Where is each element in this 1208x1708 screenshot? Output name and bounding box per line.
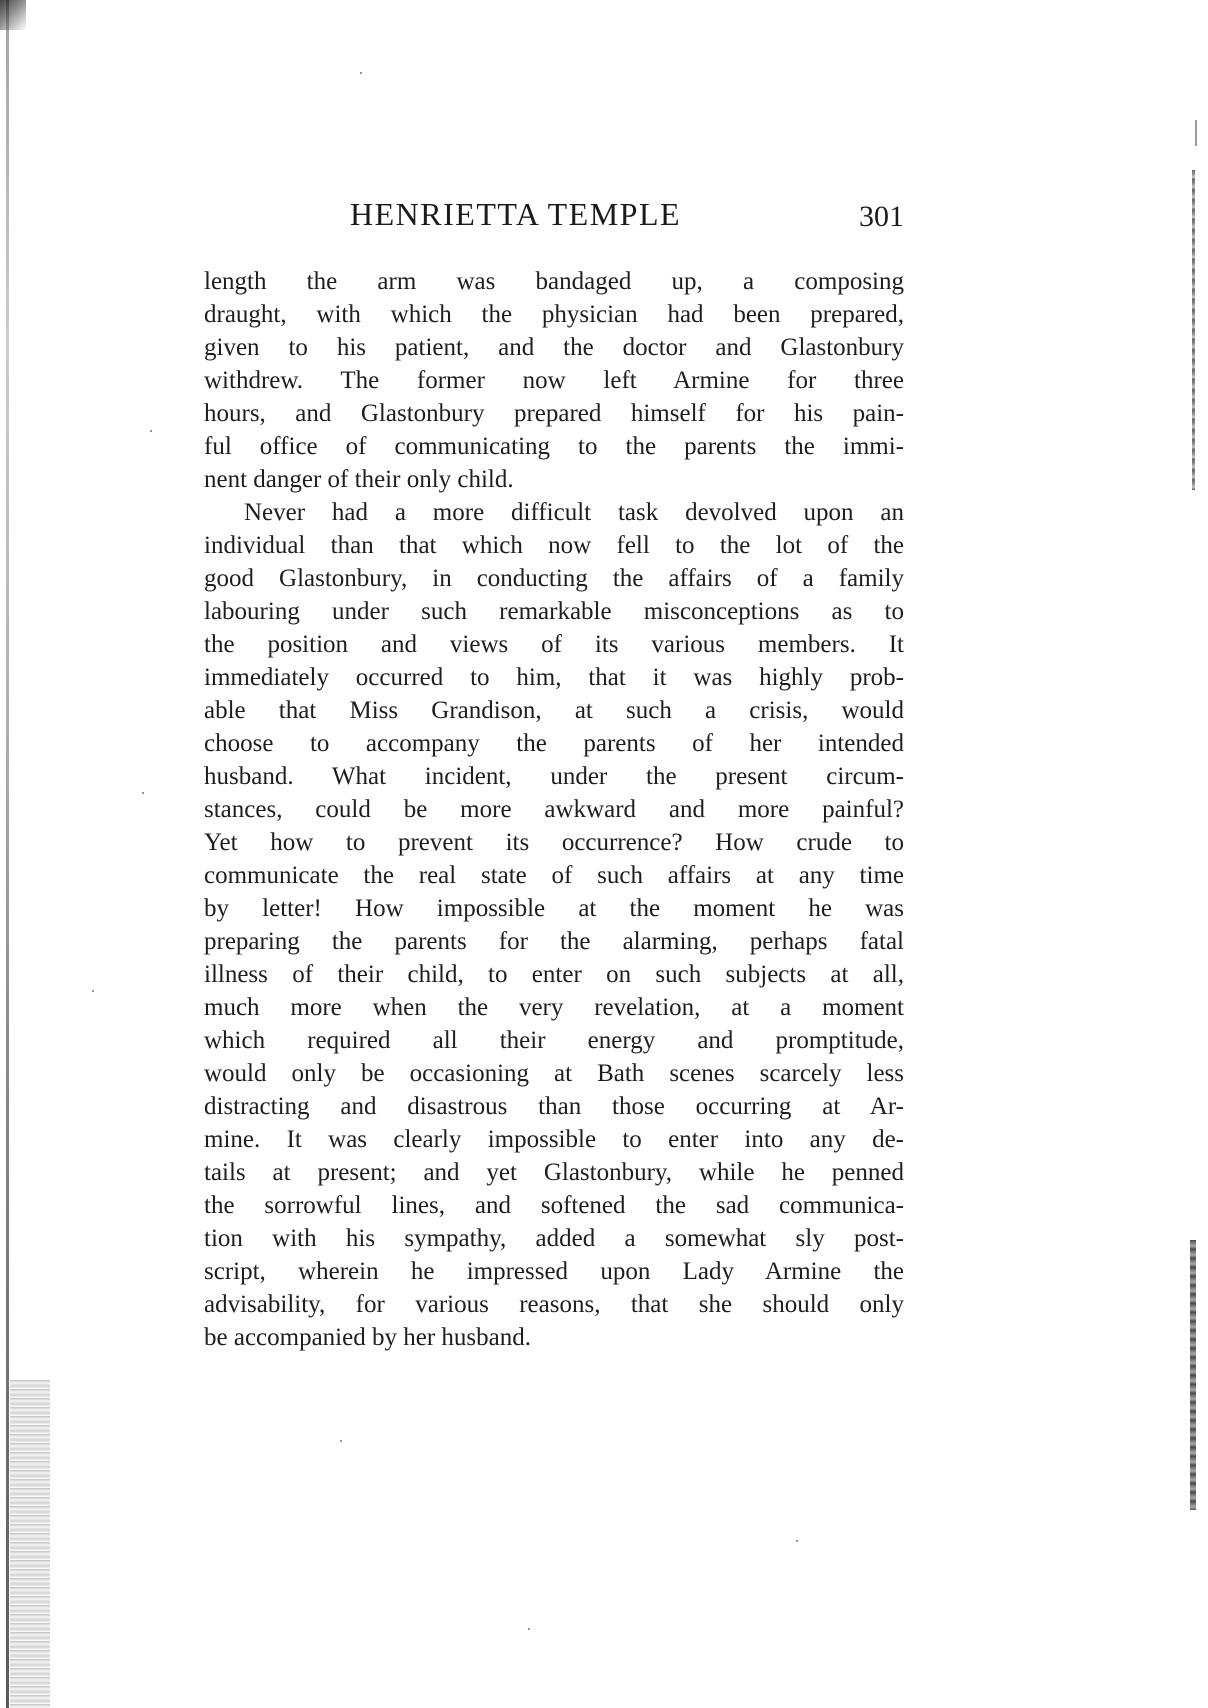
- text-line: Yet how to prevent its occurrence? How crude to: [204, 829, 904, 856]
- paragraph: [204, 265, 904, 496]
- scan-right-edge-lower: [1190, 1240, 1196, 1510]
- text-line: Never had a more difficult task devolved upon an: [244, 499, 904, 526]
- body-text: [204, 265, 904, 1354]
- text-line: by letter! How impossible at the moment he was: [204, 895, 904, 922]
- text-line: able that Miss Grandison, at such a crisis, would: [204, 697, 904, 724]
- scan-speck: [142, 792, 144, 794]
- text-line: the sorrowful lines, and softened the sad communica-: [204, 1192, 904, 1219]
- text-line: nent danger of their only child.: [204, 466, 514, 493]
- scan-speck: [340, 1440, 342, 1442]
- text-line: given to his patient, and the doctor and Glastonbury: [204, 334, 904, 361]
- text-line: distracting and disastrous than those occurring at Ar-: [204, 1093, 904, 1120]
- text-line: illness of their child, to enter on such subjects at all,: [204, 961, 904, 988]
- text-line: preparing the parents for the alarming, perhaps fatal: [204, 928, 904, 955]
- scan-speck: [92, 990, 94, 992]
- text-line: length the arm was bandaged up, a composing: [204, 268, 904, 295]
- scan-right-tick: [1195, 120, 1197, 146]
- text-line: tails at present; and yet Glastonbury, while he penned: [204, 1159, 904, 1186]
- text-line: good Glastonbury, in conducting the affairs of a family: [204, 565, 904, 592]
- text-line: labouring under such remarkable misconceptions as to: [204, 598, 904, 625]
- scan-right-edge-upper: [1192, 170, 1195, 490]
- scan-speck: [360, 72, 362, 74]
- text-line: which required all their energy and promptitude,: [204, 1027, 904, 1054]
- text-line: mine. It was clearly impossible to enter into any de-: [204, 1126, 904, 1153]
- scan-speck: [528, 1628, 530, 1630]
- text-line: draught, with which the physician had been prepared,: [204, 301, 904, 328]
- scan-speck: [150, 430, 152, 432]
- text-line: tion with his sympathy, added a somewhat sly post-: [204, 1225, 904, 1252]
- text-line: hours, and Glastonbury prepared himself for his pain-: [204, 400, 904, 427]
- text-line: would only be occasioning at Bath scenes scarcely less: [204, 1060, 904, 1087]
- text-line: the position and views of its various members. It: [204, 631, 904, 658]
- scan-corner-shadow: [0, 0, 26, 30]
- running-title: HENRIETTA TEMPLE: [350, 196, 682, 232]
- text-line: much more when the very revelation, at a moment: [204, 994, 904, 1021]
- text-line: script, wherein he impressed upon Lady Armine the: [204, 1258, 904, 1285]
- text-line: withdrew. The former now left Armine for three: [204, 367, 904, 394]
- scan-speck: [796, 1540, 798, 1542]
- text-line: choose to accompany the parents of her intended: [204, 730, 904, 757]
- paragraph: [204, 496, 904, 1354]
- page-number: 301: [859, 200, 904, 233]
- page-header: [204, 196, 904, 240]
- text-line: communicate the real state of such affairs at any time: [204, 862, 904, 889]
- text-line: stances, could be more awkward and more painful?: [204, 796, 904, 823]
- scan-left-edge: [6, 0, 9, 1708]
- text-line: immediately occurred to him, that it was highly prob-: [204, 664, 904, 691]
- text-line: advisability, for various reasons, that she should only: [204, 1291, 904, 1318]
- text-line: ful office of communicating to the parents the immi-: [204, 433, 904, 460]
- scan-left-speckle: [10, 1380, 50, 1708]
- text-line: be accompanied by her husband.: [204, 1324, 531, 1351]
- text-line: individual than that which now fell to the lot of the: [204, 532, 904, 559]
- text-line: husband. What incident, under the present circum-: [204, 763, 904, 790]
